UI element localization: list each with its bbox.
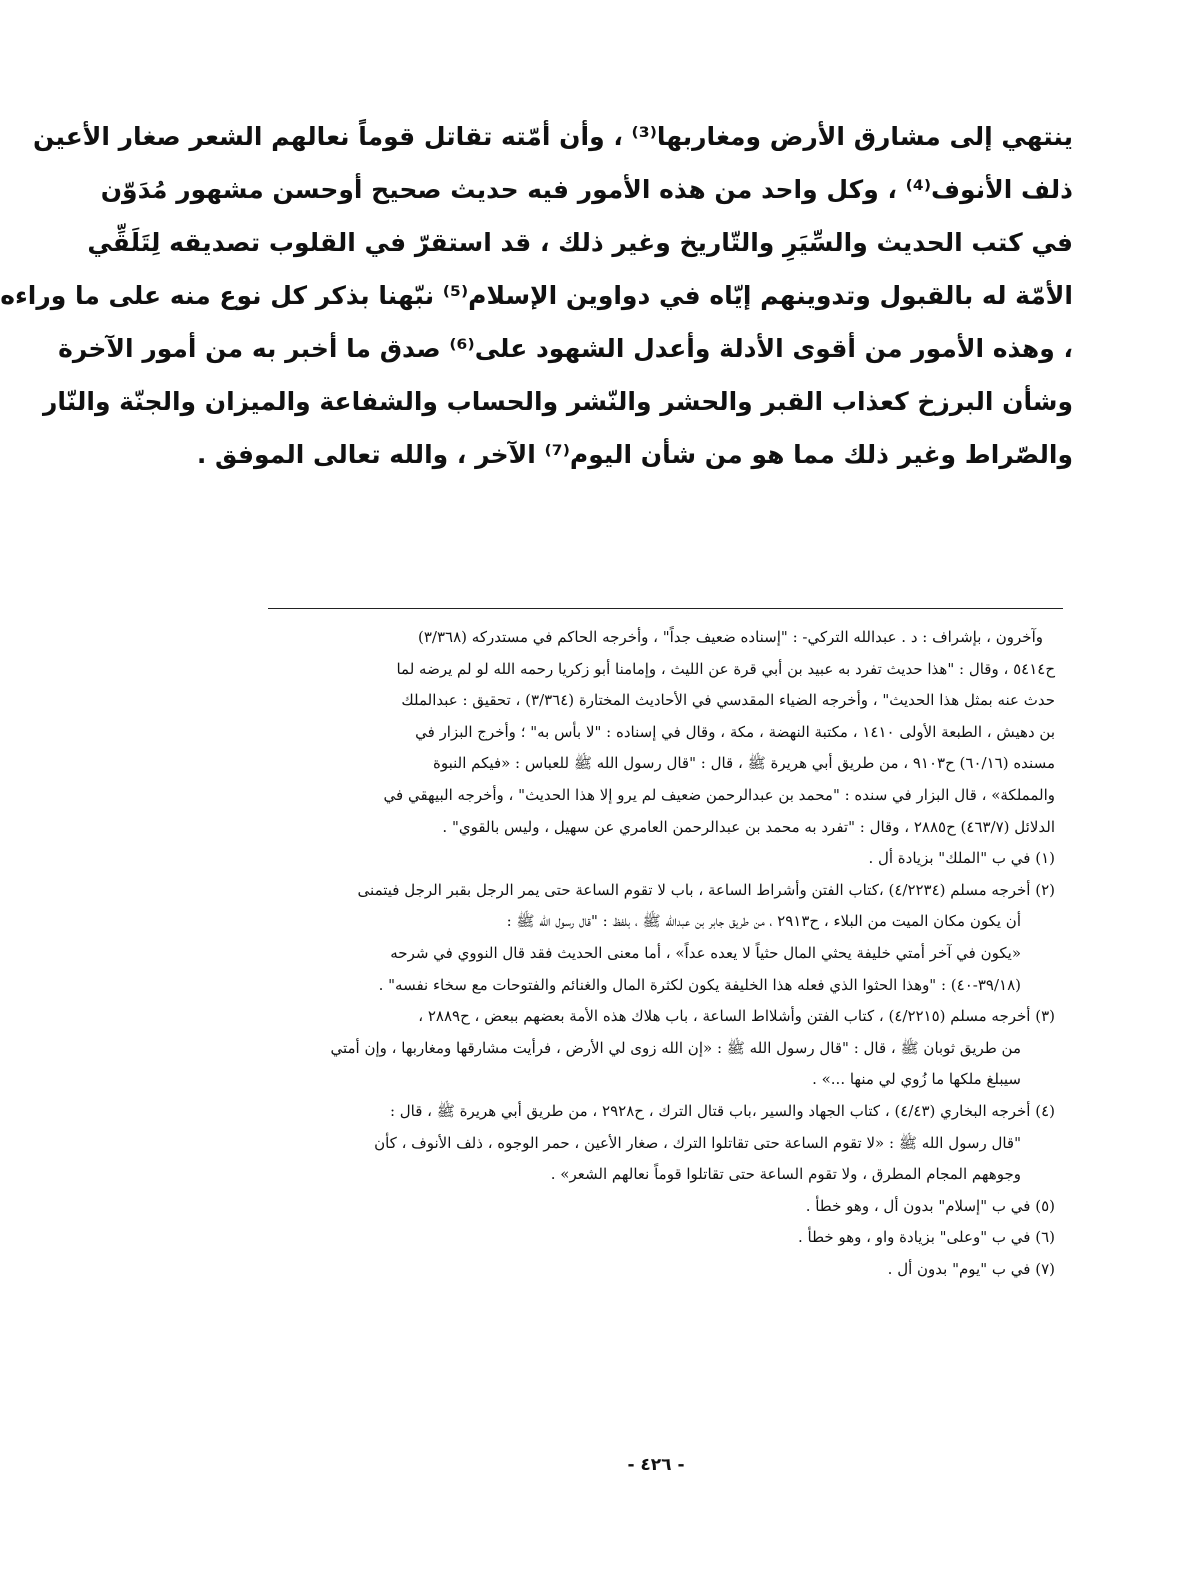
body-line: والصّراط وغير ذلك مما هو من شأن اليوم⁽⁷⁾ الآخر ، والله تعالى الموفق . — [196, 440, 1073, 469]
footnote-line: "قال رسول الله ﷺ : «لا تقوم الساعة حتى تقاتلوا الترك ، صغار الأعين ، حمر الوجوه ، ذلف الأنوف ، كأن — [374, 1133, 1021, 1152]
footnote-line: «يكون في آخر أمتي خليفة يحثي المال حثياً لا يعده عداً» ، أما معنى الحديث فقد قال النووي في شرحه — [390, 943, 1021, 962]
footnote-line: مسنده (٦٠/١٦) ح٩١٠٣ ، من طريق أبي هريرة ﷺ ، قال : "قال رسول الله ﷺ للعباس : «فيكم النبوة — [432, 754, 1055, 773]
footnote-line: (٦) في ب "وعلى" بزيادة واو ، وهو خطأ . — [798, 1228, 1055, 1247]
body-line: وشأن البرزخ كعذاب القبر والحشر والنّشر والحساب والشفاعة والميزان والجنّة والنّار — [43, 387, 1073, 416]
body-line: في كتب الحديث والسِّيَرِ والتّاريخ وغير ذلك ، قد استقرّ في القلوب تصديقه لِتَلَقِّي — [87, 228, 1073, 257]
footnote-line: (٢) أخرجه مسلم (٤/٢٢٣٤) ،كتاب الفتن وأشراط الساعة ، باب لا تقوم الساعة حتى يمر الرجل بقبر الرجل فيتمنى — [357, 880, 1055, 899]
footnote-line: بن دهيش ، الطبعة الأولى ١٤١٠ ، مكتبة النهضة ، مكة ، وقال في إسناده : "لا بأس به" ؛ وأخرج البزار في — [415, 722, 1055, 741]
footnote-5 — [265, 1191, 1055, 1223]
footnote-carryover — [265, 622, 1055, 843]
footnote-line: حدث عنه بمثل هذا الحديث" ، وأخرجه الضياء المقدسي في الأحاديث المختارة (٣/٣٦٤) ، تحقيق : عبدالملك — [401, 691, 1055, 710]
body-line: الأمّة له بالقبول وتدوينهم إيّاه في دواوين الإسلام⁽⁵⁾ نبّهنا بذكر كل نوع منه على ما وراءه — [0, 281, 1073, 310]
footnote-line: (٤) أخرجه البخاري (٤/٤٣) ، كتاب الجهاد والسير ،باب قتال الترك ، ح٢٩٢٨ ، من طريق أبي هريرة ﷺ ، قال : — [389, 1101, 1055, 1120]
footnote-line: والمملكة» ، قال البزار في سنده : "محمد بن عبدالرحمن ضعيف لم يرو إلا هذا الحديث" ، وأخرجه البيهقي في — [383, 785, 1055, 804]
body-line: ذلف الأنوف⁽⁴⁾ ، وكل واحد من هذه الأمور فيه حديث صحيح أوحسن مشهور مُدَوّن — [100, 175, 1073, 204]
page-number: - ٤٢٦ - — [627, 1455, 685, 1475]
footnotes-section — [265, 622, 1055, 1285]
footnote-line: (٣٩/١٨-٤٠) : "وهذا الحثوا الذي فعله هذا الخليفة يكون لكثرة المال والغنائم والفتوحات مع سخاء نفسه" . — [378, 975, 1021, 994]
footnote-line: (١) في ب "الملك" بزيادة أل . — [868, 849, 1055, 868]
footnote-7 — [265, 1254, 1055, 1286]
footnote-line: وآخرون ، بإشراف : د . عبدالله التركي- : "إسناده ضعيف جداً" ، وأخرجه الحاكم في مستدركه (٣/٣٦٨) — [418, 628, 1043, 646]
footnote-line: وجوههم المجام المطرق ، ولا تقوم الساعة حتى تقاتلوا قوماً نعالهم الشعر» . — [550, 1165, 1021, 1184]
footnote-line: أن يكون مكان الميت من البلاء ، ح٢٩١٣ ، من طريق جابر بن عبدالله ﷺ ، بلفظ : "قال رسول الله ﷺ : — [506, 912, 1021, 931]
main-body-text — [0, 110, 1073, 481]
footnote-6 — [265, 1222, 1055, 1254]
body-line: ينتهي إلى مشارق الأرض ومغاربها⁽³⁾ ، وأن أمّته تقاتل قوماً نعالهم الشعر صغار الأعين — [33, 122, 1073, 151]
footnote-line: ح٥٤١٤ ، وقال : "هذا حديث تفرد به عبيد بن أبي قرة عن الليث ، وإمامنا أبو زكريا رحمه الله لو لم يرضه لما — [396, 659, 1055, 678]
footnote-line: (٣) أخرجه مسلم (٤/٢٢١٥) ، كتاب الفتن وأشلااط الساعة ، باب هلاك هذه الأمة بعضهم ببعض ، ح٢٨٨٩ ، — [418, 1007, 1055, 1026]
footnote-line: من طريق ثوبان ﷺ ، قال : "قال رسول الله ﷺ : «إن الله زوى لي الأرض ، فرأيت مشارقها ومغاربها ، وإن أمتي — [330, 1038, 1021, 1057]
footnote-line: الدلائل (٤٦٣/٧) ح٢٨٨٥ ، وقال : "تفرد به محمد بن عبدالرحمن العامري عن سهيل ، وليس بالقوي" . — [442, 817, 1055, 836]
footnote-3 — [265, 1001, 1055, 1096]
footnote-2 — [265, 875, 1055, 1001]
footnote-4 — [265, 1096, 1055, 1191]
footnote-line: (٥) في ب "إسلام" بدون أل ، وهو خطأ . — [805, 1196, 1055, 1215]
footnote-1 — [265, 843, 1055, 875]
footnote-line: سيبلغ ملكها ما زُوي لي منها ...» . — [812, 1070, 1021, 1089]
footnote-separator — [268, 608, 1063, 609]
body-line: ، وهذه الأمور من أقوى الأدلة وأعدل الشهود على⁽⁶⁾ صدق ما أخبر به من أمور الآخرة — [58, 334, 1073, 363]
footnote-line: (٧) في ب "يوم" بدون أل . — [887, 1259, 1055, 1278]
